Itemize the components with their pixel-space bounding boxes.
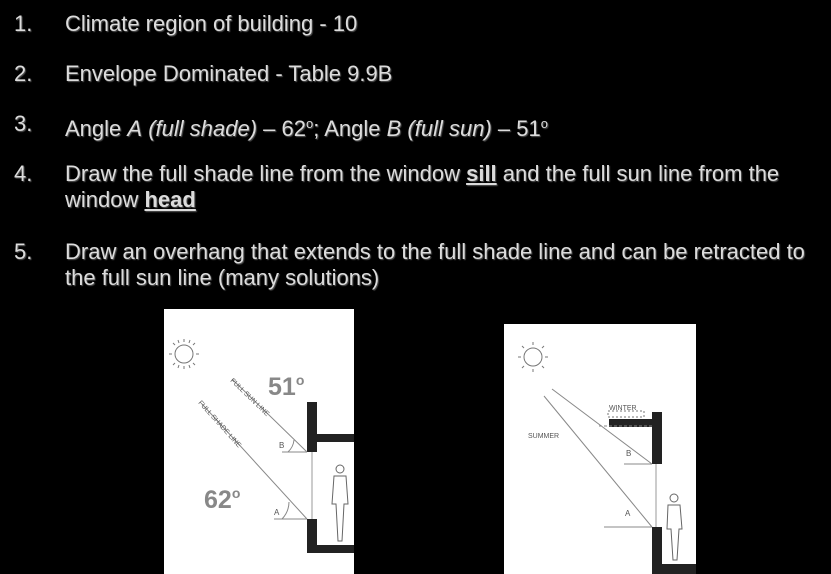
angle-a-letter: A <box>625 509 631 518</box>
full-sun-line-label: FULL SUN LINE <box>228 377 271 418</box>
list-number: 3. <box>14 111 33 136</box>
angle-b-letter: B <box>626 449 632 458</box>
text-fragment: Angle <box>65 116 128 141</box>
full-shade-line <box>544 396 652 527</box>
angle-b-letter: B <box>279 441 285 450</box>
winter-label: WINTER <box>609 405 637 412</box>
text-fragment: – 62 <box>257 116 306 141</box>
list-number: 4. <box>14 161 33 186</box>
list-text <box>65 161 825 213</box>
figure-left-sun-angles <box>164 309 354 574</box>
angle-b-description: (full sun) <box>407 116 492 141</box>
head-emphasis: head <box>144 187 196 212</box>
angle-shade-label: 62$^o$ <box>204 485 241 514</box>
figure-left-drawing <box>164 309 354 574</box>
list-number: 1. <box>14 11 33 36</box>
sun-icon <box>518 342 548 372</box>
text-fragment: and the full sun line from the window <box>65 161 780 212</box>
list-number: 5. <box>14 239 33 264</box>
figure-right-drawing <box>504 324 696 574</box>
angle-a-description: (full shade) <box>148 116 258 141</box>
list-text: Climate region of building - 10 <box>65 11 358 36</box>
angle-a-label: A <box>127 116 143 141</box>
summer-label: SUMMER <box>528 433 560 440</box>
person-figure <box>667 494 682 560</box>
text-fragment: ; Angle <box>313 116 387 141</box>
text-fragment: – 51 <box>491 116 541 141</box>
angle-b-label: B <box>386 116 402 141</box>
figure-right-seasonal-overhang <box>504 324 696 574</box>
list-text: Envelope Dominated - Table 9.9B <box>65 61 393 86</box>
sun-icon <box>169 339 199 369</box>
sill-emphasis: sill <box>466 161 497 186</box>
angle-b-arc <box>288 440 294 452</box>
list-text: Draw an overhang that extends to the full shade line and can be retracted to the full sun line (many solutions) <box>65 239 805 290</box>
angle-sun-label: 51$^o$ <box>268 372 305 401</box>
angle-a-letter: A <box>274 508 280 517</box>
full-shade-line-label: FULL SHADE LINE <box>196 399 243 450</box>
angle-a-arc <box>282 502 289 519</box>
text-fragment: Draw the full shade line from the window <box>65 161 467 186</box>
degree-symbol: o <box>305 116 314 131</box>
wall-section <box>609 412 696 574</box>
wall-section <box>307 402 354 553</box>
person-figure <box>332 465 348 541</box>
degree-symbol: o <box>540 116 548 131</box>
list-text <box>65 111 825 142</box>
list-number: 2. <box>14 61 33 86</box>
